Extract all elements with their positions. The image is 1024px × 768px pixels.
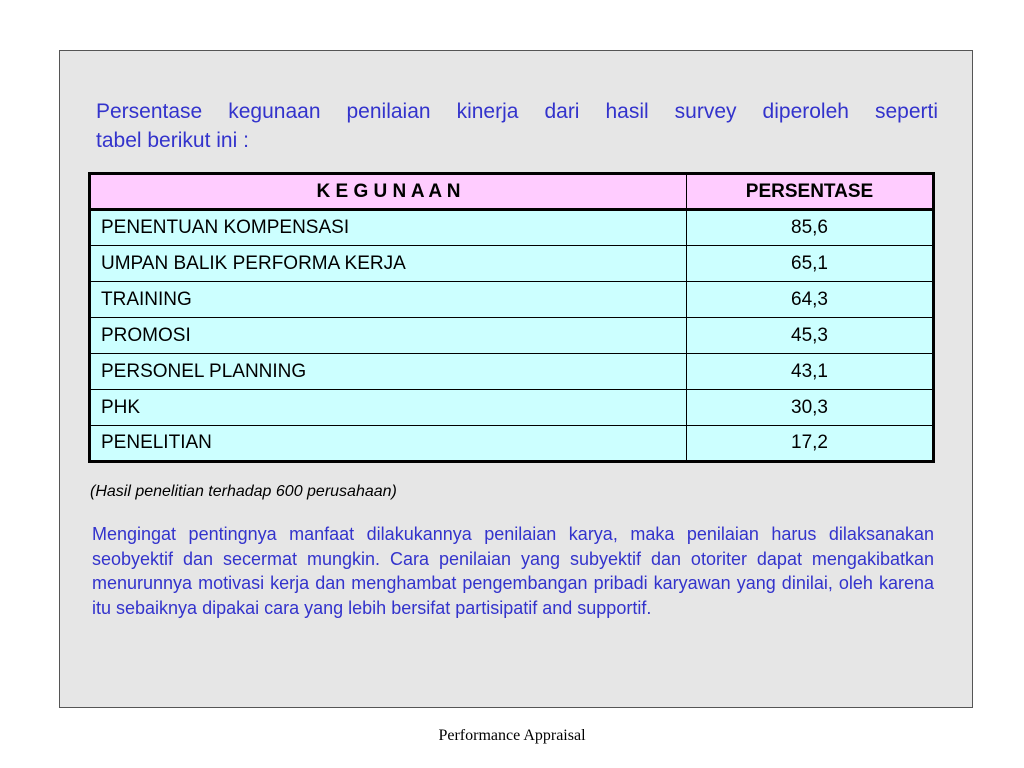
body-paragraph: Mengingat pentingnya manfaat dilakukannya penilaian karya, maka penilaian harus dilaksanakan seobyektif dan secermat mungkin. Cara penilaian yang subyektif dan otoriter dapat mengakibatkan menurunnya motivasi kerja dan menghambat pengembangan pribadi karyawan yang dinilai, oleh karena itu sebaiknya dipakai cara yang lebih bersifat partisipatif and supportif. (92, 524, 934, 618)
table-header-row (90, 174, 934, 210)
row-value: 30,3 (687, 390, 934, 426)
table-row (90, 318, 934, 354)
table-row (90, 282, 934, 318)
row-label: PENENTUAN KOMPENSASI (90, 210, 687, 246)
table-row (90, 354, 934, 390)
slide-panel (59, 50, 973, 708)
footer-caption: Performance Appraisal (438, 727, 586, 744)
table-row (90, 426, 934, 462)
usage-table (88, 172, 935, 463)
row-label: PHK (90, 390, 687, 426)
row-value: 64,3 (687, 282, 934, 318)
row-label: UMPAN BALIK PERFORMA KERJA (90, 246, 687, 282)
row-label: PERSONEL PLANNING (90, 354, 687, 390)
header-kegunaan: K E G U N A A N (90, 174, 687, 210)
row-label: TRAINING (90, 282, 687, 318)
table-row (90, 246, 934, 282)
intro-text (96, 97, 938, 155)
source-note: (Hasil penelitian terhadap 600 perusahaan) (90, 483, 397, 500)
header-persentase: PERSENTASE (687, 174, 934, 210)
table-row (90, 210, 934, 246)
row-value: 17,2 (687, 426, 934, 462)
intro-line-2: tabel berikut ini : (96, 129, 249, 152)
row-label: PENELITIAN (90, 426, 687, 462)
table-row (90, 390, 934, 426)
row-label: PROMOSI (90, 318, 687, 354)
row-value: 65,1 (687, 246, 934, 282)
row-value: 45,3 (687, 318, 934, 354)
row-value: 85,6 (687, 210, 934, 246)
row-value: 43,1 (687, 354, 934, 390)
intro-line-1: Persentase kegunaan penilaian kinerja dari hasil survey diperoleh seperti (96, 100, 938, 123)
